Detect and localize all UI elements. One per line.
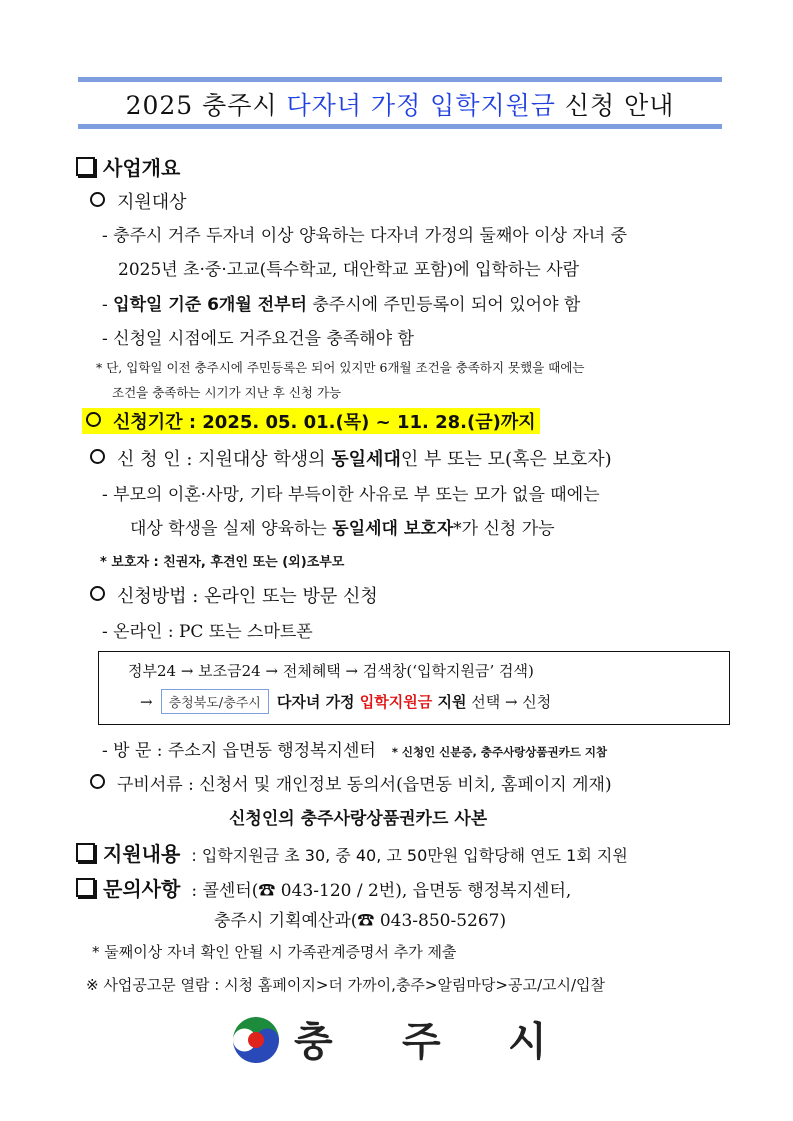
guardian-note: * 보호자 : 친권자, 후견인 또는 (외)조부모 [100, 555, 345, 570]
title-bottom-bar [78, 124, 722, 129]
method-online: - 온라인 : PC 또는 스마트폰 [102, 622, 313, 642]
contact-line2: 충주시 기획예산과(☎ 043-850-5267) [214, 911, 507, 931]
target-line4: - 신청일 시점에도 거주요건을 충족해야 함 [102, 329, 414, 349]
online-flow-line1: 정부24 → 보조금24 → 전체혜택 → 검색창(‘입학지원금’ 검색) [128, 662, 534, 680]
circle-bullet-icon [86, 412, 101, 427]
target-line3: - 입학일 기준 6개월 전부터 충주시에 주민등록이 되어 있어야 함 [102, 295, 581, 315]
chungju-logo-icon [230, 1014, 282, 1072]
contact-row: 문의사항 : 콜센터(☎ 043-120 / 2번), 읍면동 행정복지센터, [76, 873, 571, 902]
footnote-notice: ※ 사업공고문 열람 : 시청 홈페이지>더 가까이,충주>알림마당>공고/고시/입찰 [86, 976, 606, 994]
online-flow-line2: → 충청북도/충주시 다자녀 가정 입학지원금 지원 선택 → 신청 [140, 689, 551, 714]
target-line2: 2025년 초·중·고교(특수학교, 대안학교 포함)에 입학하는 사람 [118, 260, 580, 280]
checkbox-icon [76, 878, 95, 897]
logo-text-3: 시 [508, 1019, 547, 1065]
target-line1: - 충주시 거주 두자녀 이상 양육하는 다자녀 가정의 둘째아 이상 자녀 중 [102, 226, 628, 246]
circle-bullet-icon [90, 449, 105, 464]
target-label: 지원대상 [90, 188, 187, 214]
applicant-line2: - 부모의 이혼·사망, 기타 부득이한 사유로 부 또는 모가 없을 때에는 [102, 485, 600, 505]
region-chip: 충청북도/충주시 [161, 689, 269, 714]
checkbox-icon [76, 157, 95, 176]
applicant-line3: 대상 학생을 실제 양육하는 동일세대 보호자*가 신청 가능 [130, 519, 555, 539]
logo-text-2: 주 [402, 1019, 441, 1065]
method-label: 신청방법 : 온라인 또는 방문 신청 [90, 582, 378, 608]
checkbox-icon [76, 843, 95, 862]
method-visit: - 방 문 : 주소지 읍면동 행정복지센터 * 신청인 신분증, 충주사랑상품권카드 지참 [102, 741, 608, 761]
page-title: 2025 충주시 다자녀 가정 입학지원금 신청 안내 [125, 91, 675, 120]
footnote-family-cert: * 둘째이상 자녀 확인 안될 시 가족관계증명서 추가 제출 [92, 943, 457, 961]
logo-text-1: 충 [294, 1019, 333, 1065]
title-top-bar [78, 77, 722, 82]
section-overview-heading: 사업개요 [76, 152, 180, 181]
circle-bullet-icon [90, 586, 105, 601]
support-row: 지원내용 : 입학지원금 초 30, 중 40, 고 50만원 입학당해 연도 1회 지원 [76, 838, 628, 867]
circle-bullet-icon [90, 192, 105, 207]
target-note2: 조건을 충족하는 시기가 지난 후 신청 가능 [112, 385, 342, 400]
target-note1: * 단, 입학일 이전 충주시에 주민등록은 되어 있지만 6개월 조건을 충족하지 못했을 때에는 [96, 360, 585, 375]
docs-label: 구비서류 : 신청서 및 개인정보 동의서(읍면동 비치, 홈페이지 게재) [90, 770, 612, 795]
application-period: 신청기간 : 2025. 05. 01.(목) ~ 11. 28.(금)까지 [82, 408, 540, 434]
circle-bullet-icon [90, 774, 105, 789]
docs-line2: 신청인의 충주사랑상품권카드 사본 [229, 809, 488, 829]
applicant-line: 신 청 인 : 지원대상 학생의 동일세대인 부 또는 모(혹은 보호자) [90, 445, 612, 471]
